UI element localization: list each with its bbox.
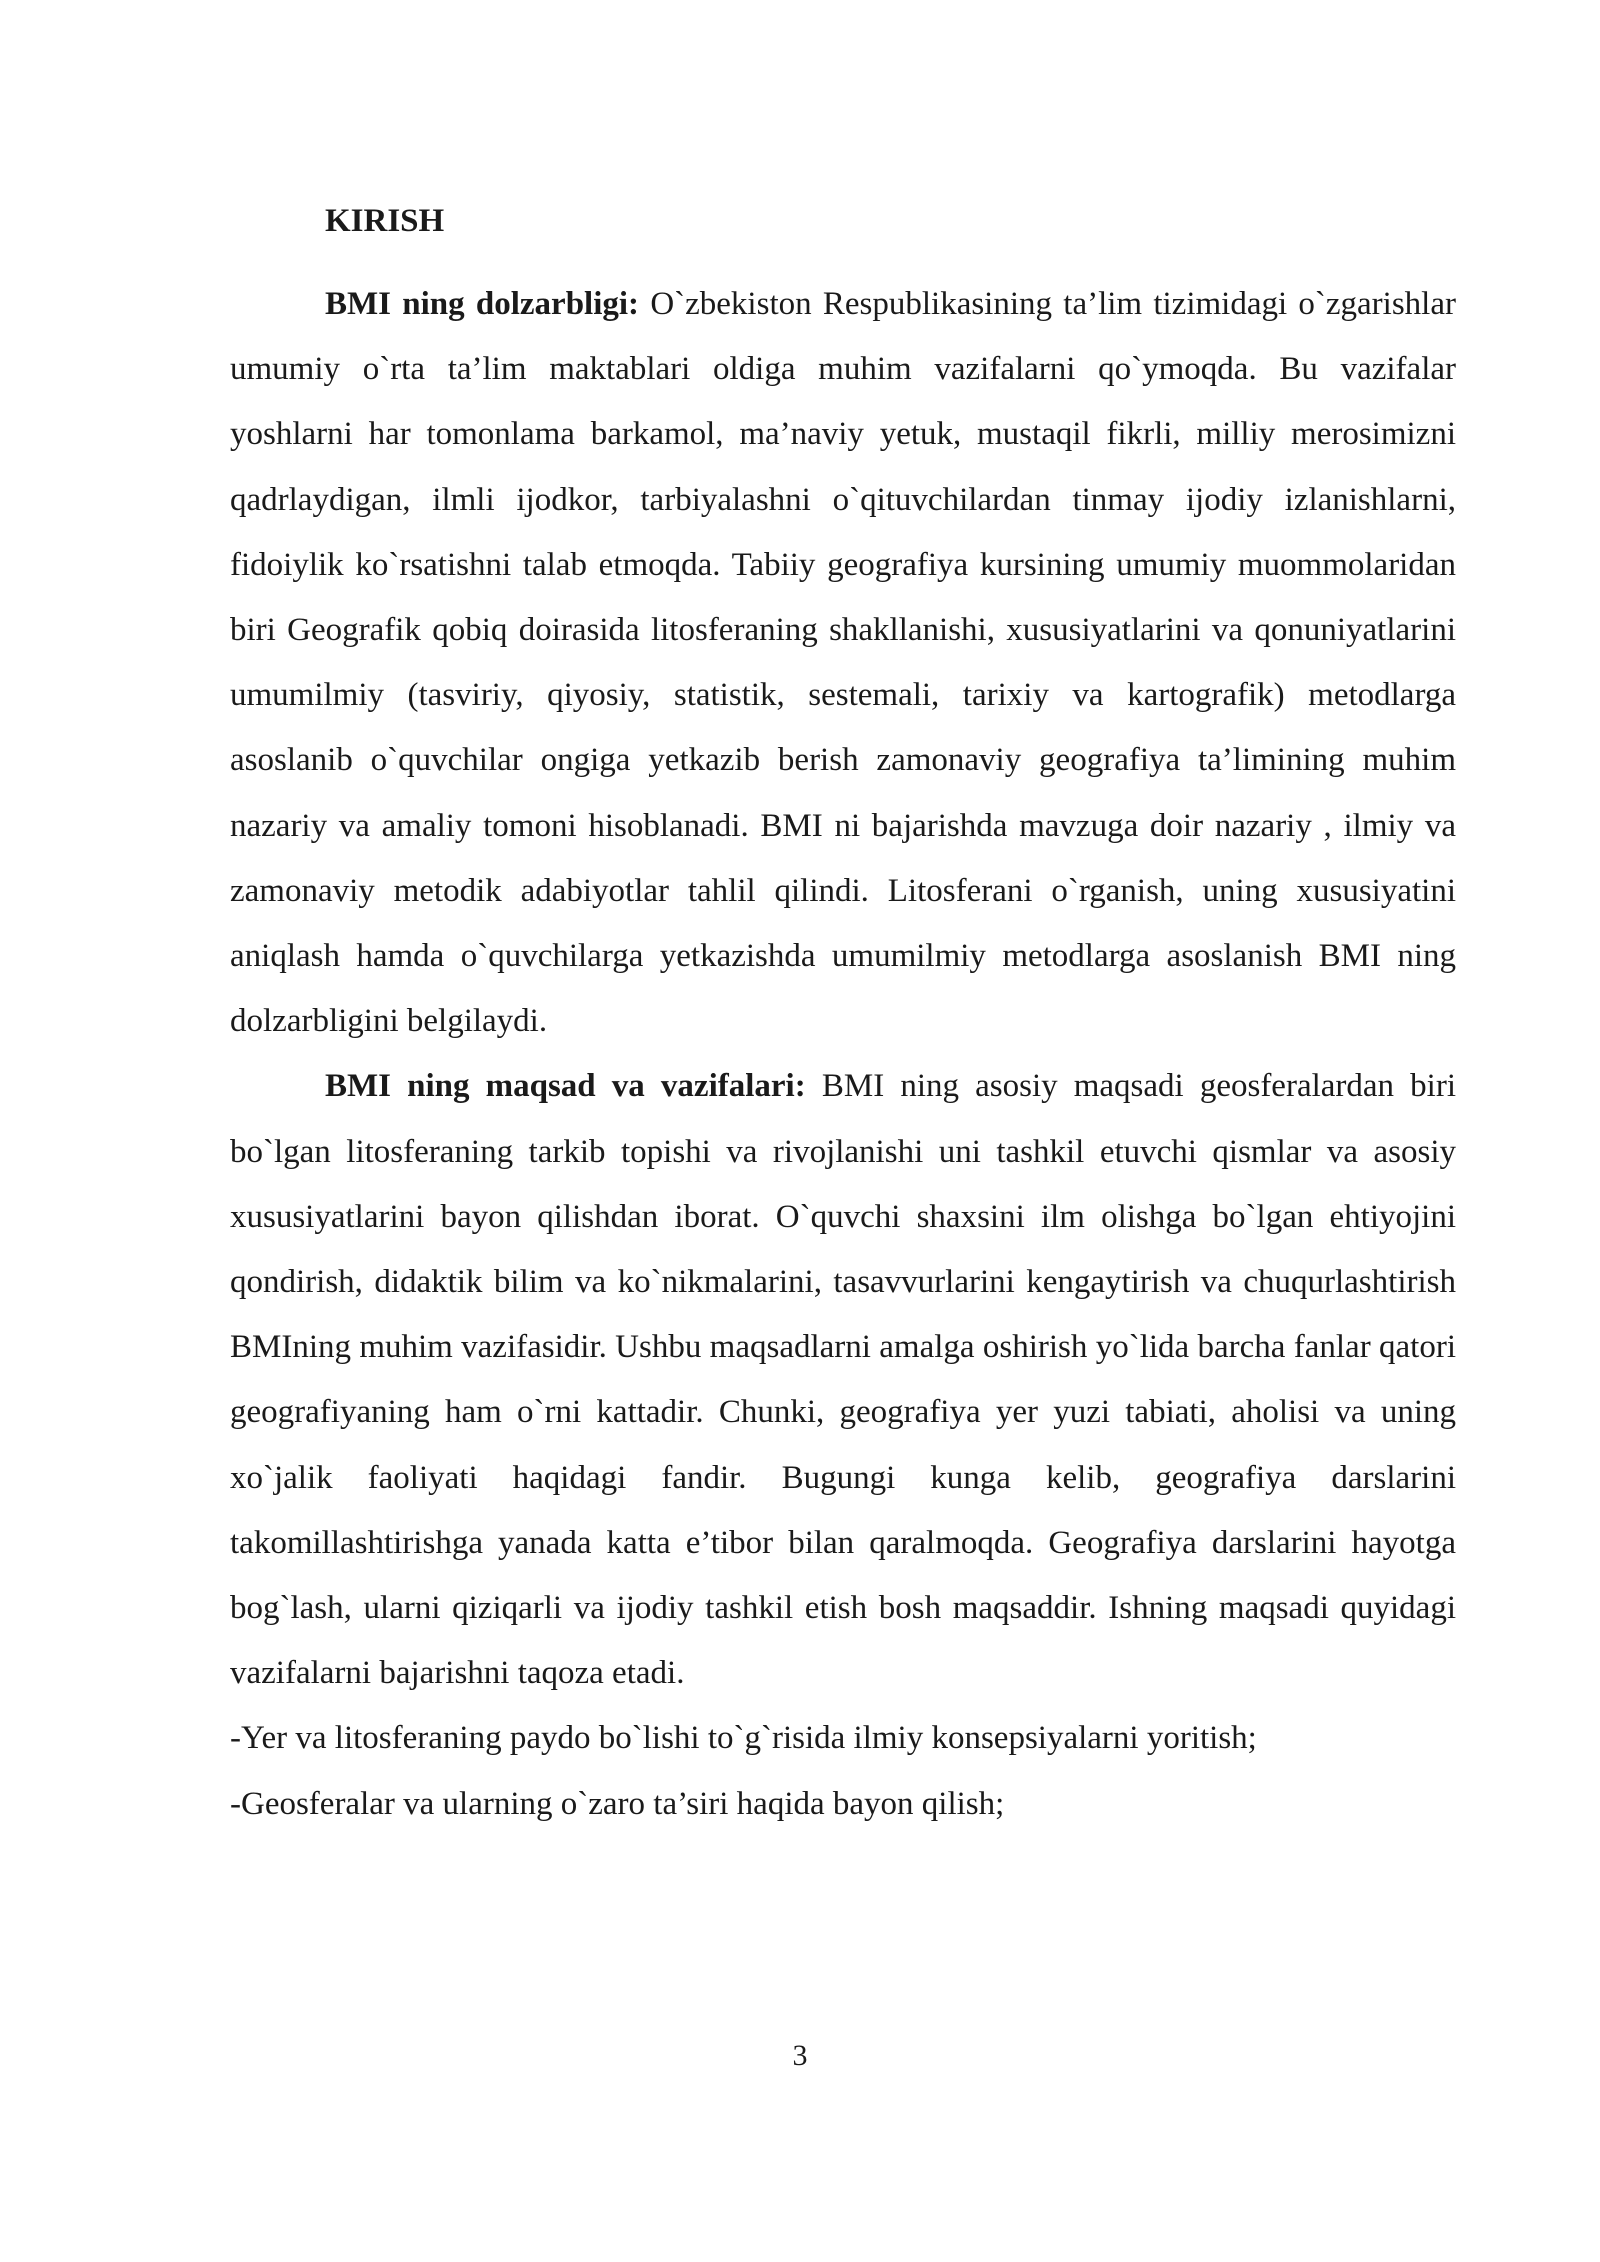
paragraph-goals: [230, 1054, 1456, 1706]
paragraph-lead-relevance: BMI ning dolzarbligi:: [325, 286, 640, 322]
paragraph-lead-goals: BMI ning maqsad va vazifalari:: [325, 1068, 806, 1105]
page-number: 3: [792, 2039, 808, 2072]
list-item: -Geosferalar va ularning o`zaro ta’siri haqida bayon qilish;: [230, 1785, 1005, 1822]
section-heading: KIRISH: [325, 203, 445, 239]
paragraph-text-goals: BMI ning asosiy maqsadi geosferalardan biri bo`lgan litosferaning tarkib topishi va rivojlanishi uni tashkil etuvchi qismlar va asosiy xususiyatlarini bayon qilishdan iborat. O`quvchi shaxsini ilm olishga bo`lgan ehtiyojini qondirish, didaktik bilim va ko`nikmalarini, tasavvurlarini kengaytirish va chuqurlashtirish BMIning muhim vazifasidir. Ushbu maqsadlarni amalga oshirish yo`lida barcha fanlar qatori geografiyaning ham o`rni kattadir. Chunki, geografiya yer yuzi tabiati, aholisi va uning xo`jalik faoliyati haqidagi fandir. Bugungi kunga kelib, geografiya darslarini takomillashtirishga yanada katta e’tibor bilan qaralmoqda. Geografiya darslarini hayotga bog`lash, ularni qiziqarli va ijodiy tashkil etish bosh maqsaddir. Ishning maqsadi quyidagi vazifalarni bajarishni taqoza etadi.: [230, 1068, 1456, 1692]
paragraph-text-relevance: O`zbekiston Respublikasining ta’lim tizimidagi o`zgarishlar umumiy o`rta ta’lim maktablari oldiga muhim vazifalarni qo`ymoqda. Bu vazifalar yoshlarni har tomonlama barkamol, ma’naviy yetuk, mustaqil fikrli, milliy merosimizni qadrlaydigan, ilmli ijodkor, tarbiyalashni o`qituvchilardan tinmay ijodiy izlanishlarni, fidoiylik ko`rsatishni talab etmoqda. Tabiiy geografiya kursining umumiy muommolaridan biri Geografik qobiq doirasida litosferaning shakllanishi, xususiyatlarini va qonuniyatlarini umumilmiy (tasviriy, qiyosiy, statistik, sestemali, tarixiy va kartografik) metodlarga asoslanib o`quvchilar ongiga yetkazib berish zamonaviy geografiya ta’limining muhim nazariy va amaliy tomoni hisoblanadi. BMI ni bajarishda mavzuga doir nazariy , ilmiy va zamonaviy metodik adabiyotlar tahlil qilindi. Litosferani o`rganish, uning xususiyatini aniqlash hamda o`quvchilarga yetkazishda umumilmiy metodlarga asoslanish BMI ning dolzarbligini belgilaydi.: [230, 286, 1456, 1040]
paragraph-relevance: [230, 272, 1456, 1054]
document-body: [230, 192, 1456, 1837]
list-item: -Yer va litosferaning paydo bo`lishi to`g`risida ilmiy konsepsiyalarni yoritish;: [230, 1720, 1257, 1757]
